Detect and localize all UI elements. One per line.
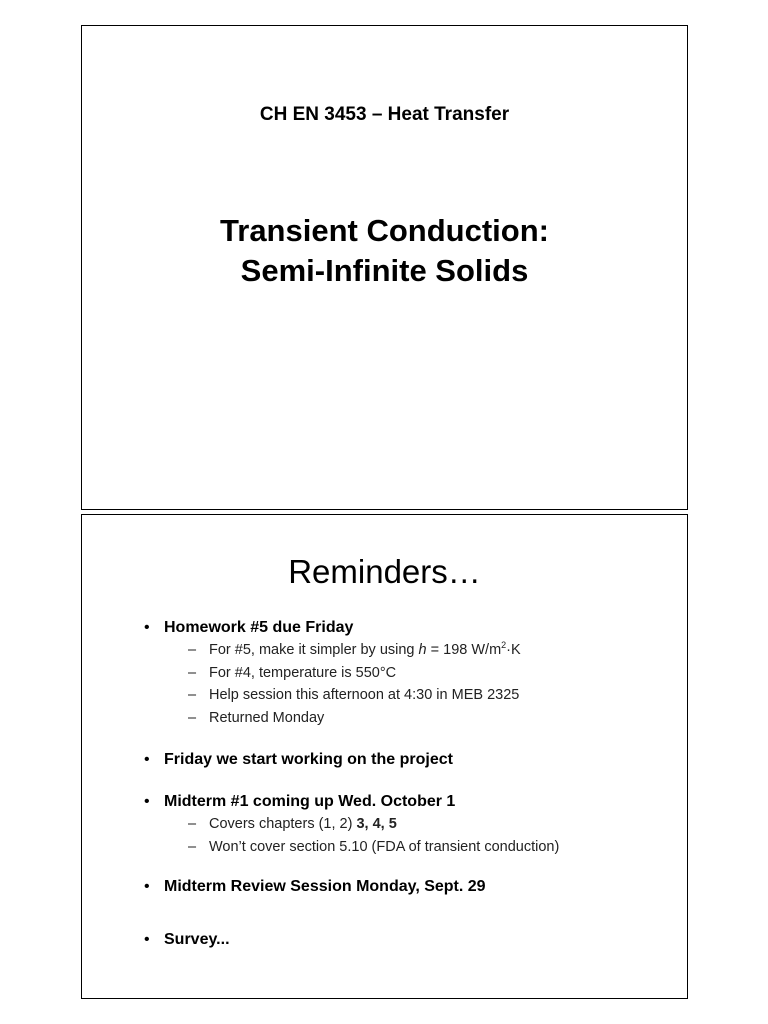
dash-icon: –: [188, 838, 197, 855]
dash-icon: –: [188, 687, 197, 703]
dash-icon: –: [188, 709, 197, 726]
bullet-midterm: • Midterm #1 coming up Wed. October 1 – Covers chapters (1, 2) 3, 4, 5 – Won’t cover section 5.10 (FDA of transient conduction): [144, 791, 559, 858]
bullet-project: • Friday we start working on the project: [144, 749, 559, 771]
bullet-homework-text: Homework #5 due Friday: [164, 619, 354, 636]
reminders-list: [144, 617, 559, 951]
bullet-survey: • Survey...: [144, 929, 559, 951]
bullet-icon: •: [144, 751, 150, 768]
bullet-icon: •: [144, 793, 150, 810]
dash-icon: –: [188, 642, 197, 658]
sub-item: – For #5, make it simpler by using h = 198 $W/m^2\cdot K$: [188, 639, 559, 662]
midterm-subitems: [164, 813, 559, 858]
sub-item: – Help session this afternoon at 4:30 in MEB 2325: [188, 684, 559, 707]
slide-2: [81, 514, 688, 999]
bullet-review-session: • Midterm Review Session Monday, Sept. 29: [144, 876, 559, 898]
sub-item: – For #4, temperature is 550°C: [188, 662, 559, 685]
bullet-homework: [144, 617, 559, 729]
sub-item: – Won’t cover section 5.10 (FDA of transient conduction): [188, 836, 559, 859]
reminders-heading: Reminders…: [288, 553, 481, 590]
bullet-icon: •: [144, 931, 150, 948]
lecture-title-line-1: Transient Conduction:: [220, 213, 549, 248]
sub-item: – Covers chapters (1, 2) 3, 4, 5: [188, 813, 559, 836]
course-title: CH EN 3453 – Heat Transfer: [259, 104, 510, 125]
sub-item: – Returned Monday: [188, 707, 559, 730]
slide-1: [81, 25, 688, 510]
variable-h: h: [418, 642, 427, 658]
bullet-icon: •: [144, 878, 150, 895]
dash-icon: –: [188, 664, 197, 681]
bullet-icon: •: [144, 619, 150, 636]
lecture-title-line-2: Semi-Infinite Solids: [240, 253, 529, 288]
dash-icon: –: [188, 816, 197, 832]
lecture-title: [82, 211, 687, 291]
homework-subitems: [164, 639, 559, 729]
